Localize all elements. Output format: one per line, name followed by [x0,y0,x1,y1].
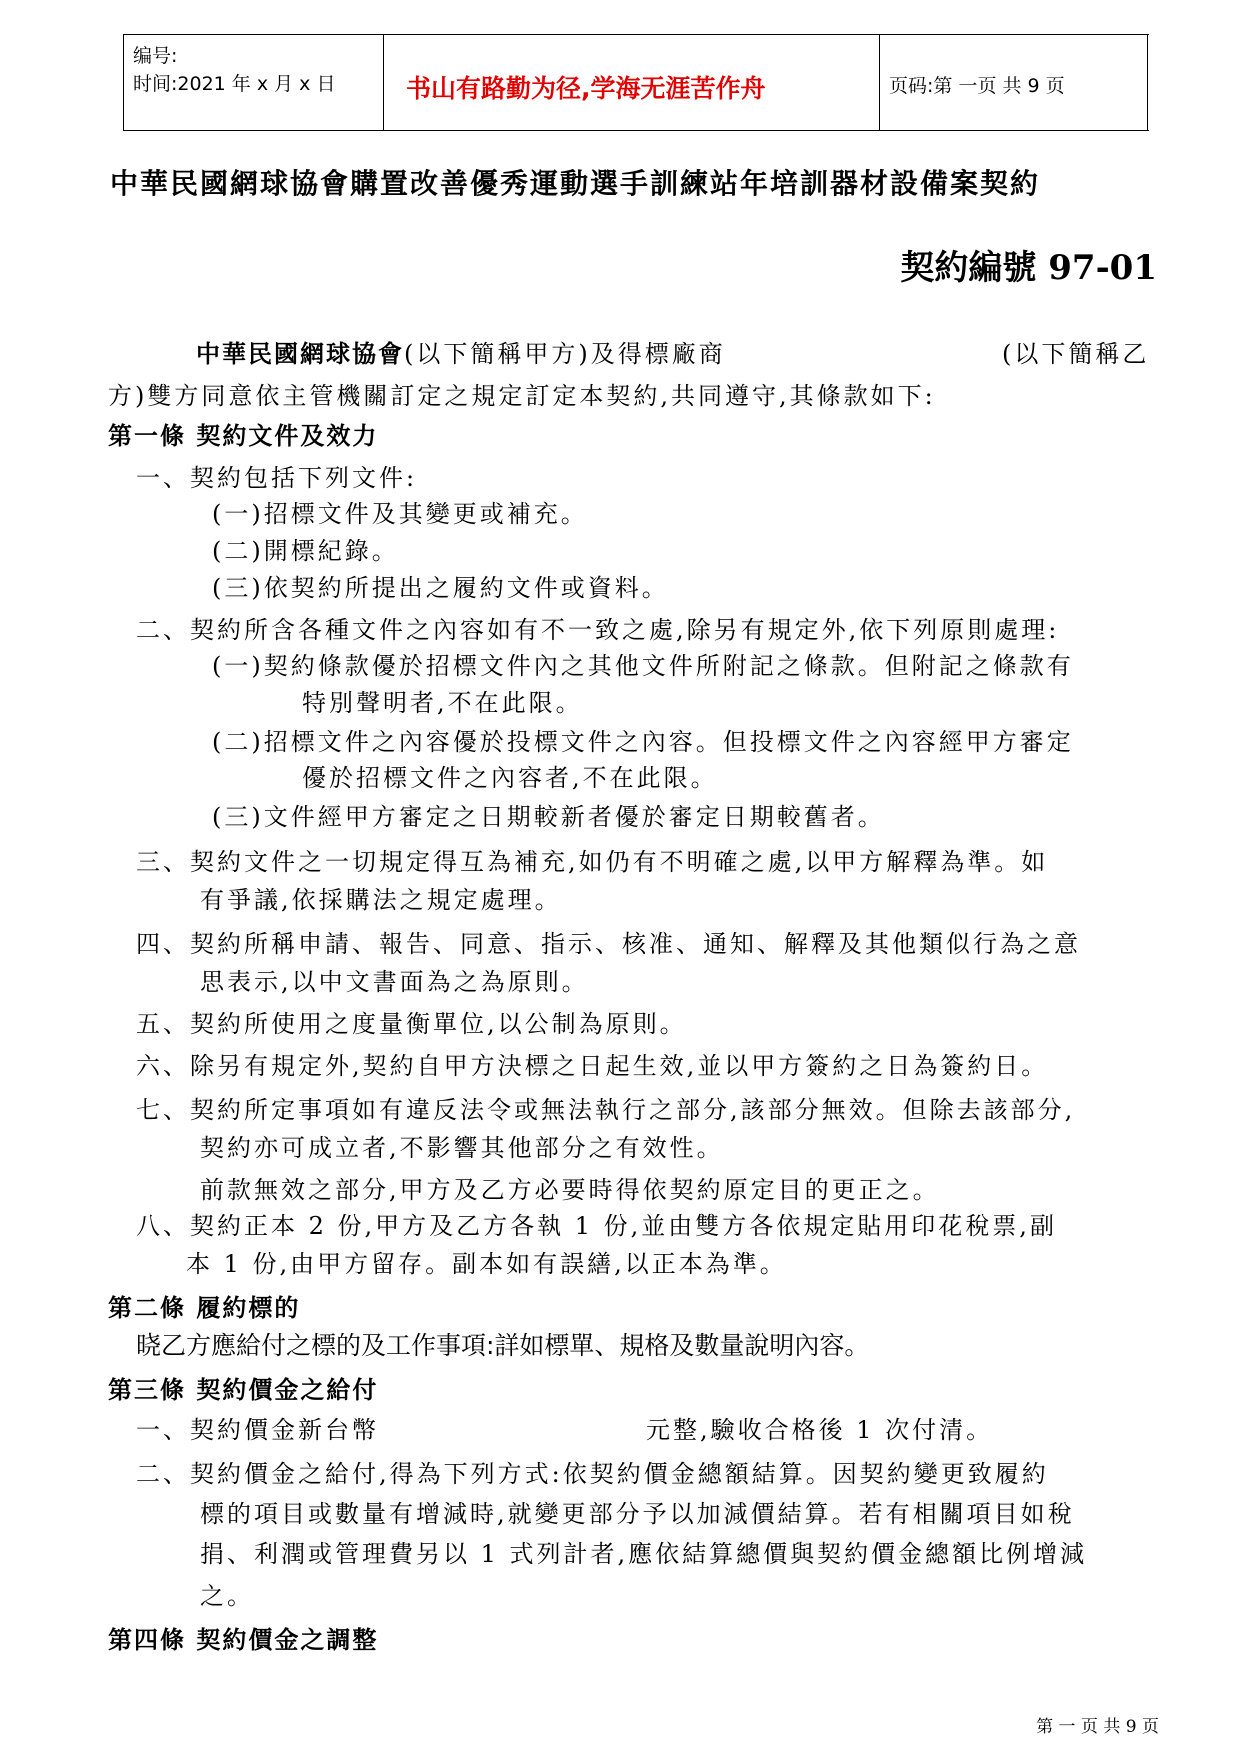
page-label: 页码:第 一页 共 9 页 [889,75,1065,97]
a3-line: 之。 [200,1582,254,1610]
a1-line: 七、契約所定事項如有違反法令或無法執行之部分,該部分無效。但除去該部分, [136,1096,1076,1124]
a2-line: 晓乙方應給付之標的及工作事項:詳如標單、規格及數量說明內容。 [136,1331,870,1360]
a1-line: 六、除另有規定外,契約自甲方決標之日起生效,並以甲方簽約之日為簽約日。 [136,1052,1049,1080]
a3-line-1-tail: 元整,驗收合格後 1 次付清。 [646,1416,994,1444]
a1-line: 前款無效之部分,甲方及乙方必要時得依契約原定目的更正之。 [200,1176,940,1204]
a1-line: (二)招標文件之內容優於投標文件之內容。但投標文件之內容經甲方審定 [212,728,1074,756]
contract-number: 契約編號 97-01 [900,248,1157,288]
a1-line: 二、契約所含各種文件之內容如有不一致之處,除另有規定外,依下列原則處理: [136,616,1060,644]
a3-line: 二、契約價金之給付,得為下列方式:依契約價金總額結算。因契約變更致履約 [136,1460,1049,1488]
a3-line-1-head: 一、契約價金新台幣 [136,1416,379,1444]
time-label: 时间:2021 年 x 月 x 日 [133,73,336,95]
header-box [123,34,1149,131]
a1-line: (二)開標紀錄。 [212,537,399,565]
number-label: 编号: [133,45,178,67]
a1-line: 五、契約所使用之度量衡單位,以公制為原則。 [136,1010,687,1038]
a3-line: 捐、利潤或管理費另以 1 式列計者,應依結算總價與契約價金總額比例增減 [200,1540,1088,1568]
a1-line: 本 1 份,由甲方留存。副本如有誤繕,以正本為準。 [186,1250,787,1278]
intro-line-1-tail: (以下簡稱乙 [1002,340,1150,368]
a1-line: (一)契約條款優於招標文件內之其他文件所附記之條款。但附記之條款有 [212,652,1074,680]
a1-line: 一、契約包括下列文件: [136,464,418,492]
article-2-heading: 第二條 履約標的 [108,1293,301,1322]
a1-line: (一)招標文件及其變更或補充。 [212,500,588,528]
a3-line: 標的項目或數量有增減時,就變更部分予以加減價結算。若有相關項目如稅 [200,1500,1075,1528]
a1-line: 思表示,以中文書面為之為原則。 [200,968,589,996]
a1-line: (三)文件經甲方審定之日期較新者優於審定日期較舊者。 [212,803,885,831]
article-1-heading: 第一條 契約文件及效力 [108,421,379,450]
article-3-heading: 第三條 契約價金之給付 [108,1375,379,1404]
a1-line: 四、契約所稱申請、報告、同意、指示、核准、通知、解釋及其他類似行為之意 [136,930,1081,958]
party-a-name: 中華民國網球協會 [196,339,404,368]
intro-line-2: 方)雙方同意依主管機關訂定之規定訂定本契約,共同遵守,其條款如下: [108,382,936,410]
a1-line: 三、契約文件之一切規定得互為補充,如仍有不明確之處,以甲方解釋為準。如 [136,848,1049,876]
page-footer: 第 一 页 共 9 页 [1036,1717,1159,1737]
article-4-heading: 第四條 契約價金之調整 [108,1625,379,1654]
a1-line: 特別聲明者,不在此限。 [302,689,583,717]
intro-line-1: 中華民國網球協會(以下簡稱甲方)及得標廠商 [196,339,726,368]
motto: 书山有路勤为径,学海无涯苦作舟 [406,74,766,103]
document-title: 中華民國網球協會購置改善優秀運動選手訓練站年培訓器材設備案契約 [110,167,1041,200]
a1-line: 優於招標文件之內容者,不在此限。 [302,764,718,792]
a1-line: (三)依契約所提出之履約文件或資料。 [212,574,669,602]
a1-line: 有爭議,依採購法之規定處理。 [200,886,562,914]
a1-line: 八、契約正本 2 份,甲方及乙方各執 1 份,並由雙方各依規定貼用印花稅票,副 [136,1212,1057,1240]
a1-line: 契約亦可成立者,不影響其他部分之有效性。 [200,1134,724,1162]
